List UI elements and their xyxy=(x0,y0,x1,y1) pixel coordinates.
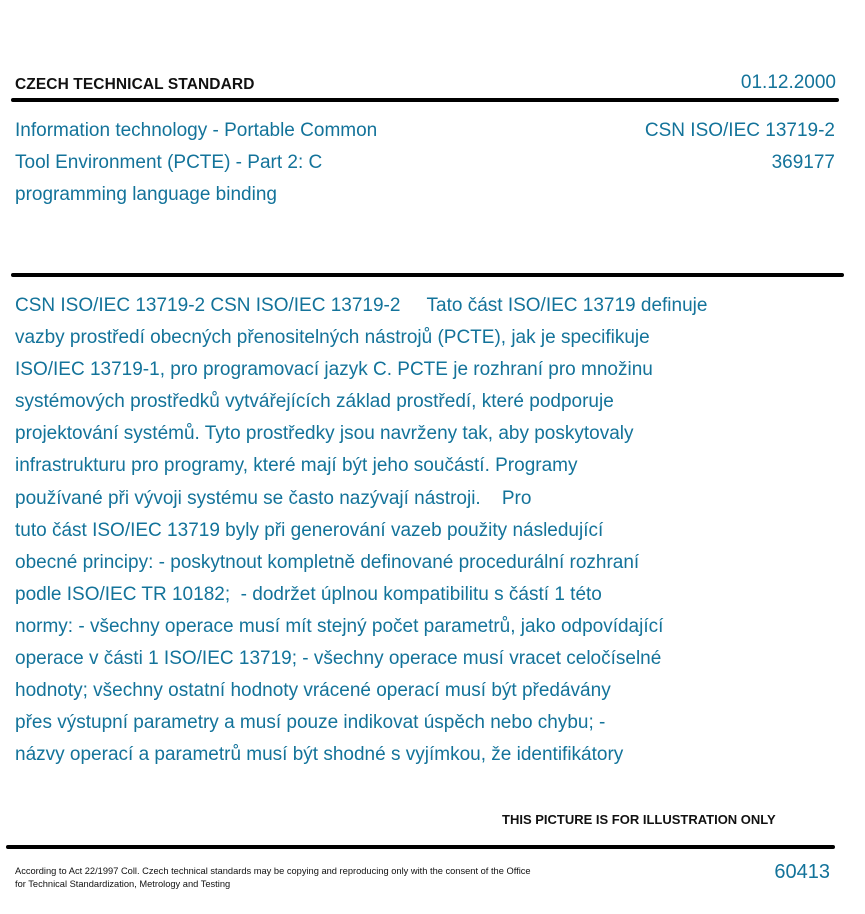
abstract-line: hodnoty; všechny ostatní hodnoty vrácené operací musí být předávány xyxy=(15,680,611,702)
abstract-text xyxy=(15,290,815,771)
legal-line: According to Act 22/1997 Coll. Czech technical standards may be copying and reproducing only with the consent of the Office xyxy=(15,866,531,876)
standard-type-label: CZECH TECHNICAL STANDARD xyxy=(15,76,255,93)
document-title xyxy=(15,115,485,211)
legal-notice xyxy=(15,865,585,891)
title-line: Tool Environment (PCTE) - Part 2: C xyxy=(15,152,323,173)
abstract-line: CSN ISO/IEC 13719-2 CSN ISO/IEC 13719-2 Tato část ISO/IEC 13719 definuje xyxy=(15,295,708,316)
title-divider xyxy=(11,273,844,277)
abstract-line: operace v části 1 ISO/IEC 13719; - všechny operace musí vracet celočíselné xyxy=(15,648,662,670)
abstract-line: normy: - všechny operace musí mít stejný počet parametrů, jako odpovídající xyxy=(15,615,664,637)
illustration-disclaimer: THIS PICTURE IS FOR ILLUSTRATION ONLY xyxy=(502,812,776,827)
abstract-line: tuto část ISO/IEC 13719 byly při generování vazeb použity následující xyxy=(15,519,604,541)
abstract-line: používané při vývoji systému se často nazývají nástroji. Pro xyxy=(15,487,532,509)
publication-date: 01.12.2000 xyxy=(740,72,836,93)
abstract-line: projektování systémů. Tyto prostředky jsou navrženy tak, aby poskytovaly xyxy=(15,423,634,445)
title-line: Information technology - Portable Common xyxy=(15,120,378,141)
header-divider xyxy=(11,98,839,102)
abstract-line: systémových prostředků vytvářejících základ prostředí, které podporuje xyxy=(15,391,614,413)
class-number: 369177 xyxy=(771,152,835,173)
abstract-line: vazby prostředí obecných přenositelných nástrojů (PCTE), jak je specifikuje xyxy=(15,327,650,349)
document-identifiers xyxy=(645,115,835,179)
abstract-line: přes výstupní parametry a musí pouze indikovat úspěch nebo chybu; - xyxy=(15,712,606,734)
abstract-line: infrastrukturu pro programy, které mají být jeho součástí. Programy xyxy=(15,455,578,477)
catalog-number: 60413 xyxy=(774,861,830,883)
abstract-line: podle ISO/IEC TR 10182; - dodržet úplnou kompatibilitu s částí 1 této xyxy=(15,583,602,605)
legal-line: for Technical Standardization, Metrology and Testing xyxy=(15,879,231,889)
abstract-line: obecné principy: - poskytnout kompletně definované procedurální rozhraní xyxy=(15,551,640,573)
abstract-line: názvy operací a parametrů musí být shodné s vyjímkou, že identifikátory xyxy=(15,744,624,766)
title-line: programming language binding xyxy=(15,184,277,205)
standard-id: CSN ISO/IEC 13719-2 xyxy=(644,120,835,141)
footer-divider xyxy=(6,845,835,849)
abstract-line: ISO/IEC 13719-1, pro programovací jazyk C. PCTE je rozhraní pro množinu xyxy=(15,359,653,381)
